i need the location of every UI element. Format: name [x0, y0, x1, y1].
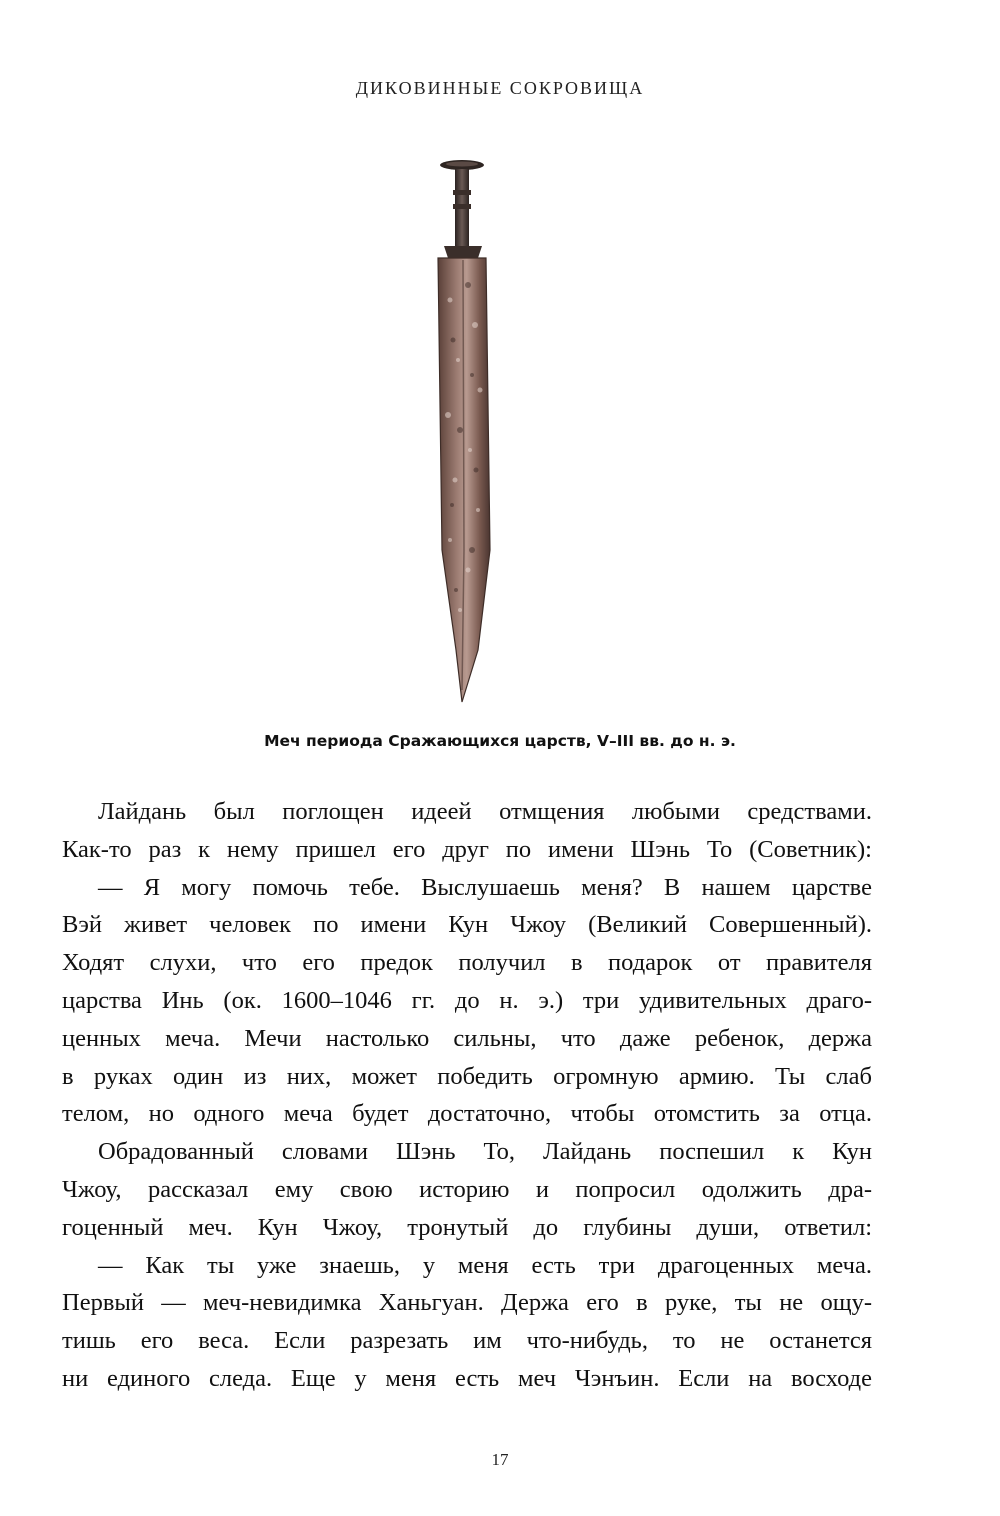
text-line: гоценный меч. Кун Чжоу, тронутый до глубины души, ответил:	[62, 1213, 872, 1241]
text-line: Лайдань был поглощен идеей отмщения любыми средствами.	[98, 798, 872, 825]
text-line: царства Инь (ок. 1600–1046 гг. до н. э.) три удивительных драго-	[62, 986, 872, 1014]
page-number: 17	[491, 1450, 509, 1469]
text-line: телом, но одного меча будет достаточно, чтобы отомстить за отца.	[62, 1100, 872, 1128]
text-line: — Как ты уже знаешь, у меня есть три драгоценных меча.	[98, 1251, 872, 1279]
body-text	[62, 793, 872, 1398]
text-line: Первый — меч-невидимка Ханьгуан. Держа его в руке, ты не ощу-	[62, 1289, 872, 1317]
sword-image	[420, 150, 520, 710]
text-line: тишь его веса. Если разрезать им что-нибудь, то не останется	[62, 1327, 872, 1355]
text-line: Ходят слухи, что его предок получил в подарок от правителя	[62, 949, 872, 977]
text-line: ни единого следа. Еще у меня есть меч Чэнъин. Если на восходе	[62, 1364, 872, 1392]
text-line: Обрадованный словами Шэнь То, Лайдань поспешил к Кун	[98, 1138, 872, 1166]
text-line: Как-то раз к нему пришел его друг по имени Шэнь То (Советник):	[62, 835, 872, 863]
text-line: Чжоу, рассказал ему свою историю и попросил одолжить дра-	[62, 1175, 872, 1203]
text-line: ценных меча. Мечи настолько сильны, что даже ребенок, держа	[62, 1024, 872, 1052]
sword-illustration	[420, 150, 520, 710]
sword-guard	[444, 246, 482, 258]
running-head: ДИКОВИННЫЕ СОКРОВИЩА	[355, 78, 645, 98]
text-line: Вэй живет человек по имени Кун Чжоу (Великий Совершенный).	[62, 911, 872, 939]
text-line: в руках один из них, может победить огромную армию. Ты слаб	[62, 1062, 872, 1090]
text-line: — Я могу помочь тебе. Выслушаешь меня? В нашем царстве	[98, 873, 872, 901]
figure-caption: Меч периода Сражающихся царств, V–III вв. до н. э.	[264, 732, 736, 750]
